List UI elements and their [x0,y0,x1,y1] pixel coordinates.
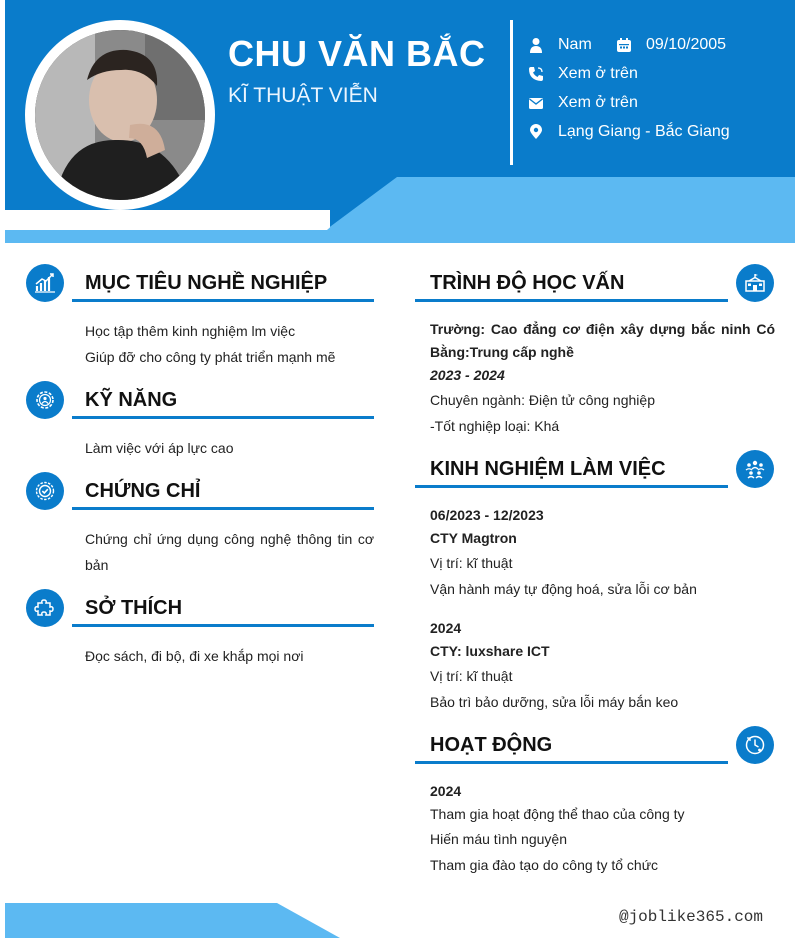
activity-item: Tham gia đào tạo do công ty tổ chức [430,857,659,873]
contact-address [528,123,730,141]
team-icon [736,450,774,488]
experience-title: KINH NGHIỆM LÀM VIỆC [430,458,666,480]
phone-value: Xem ở trên [558,65,638,82]
career-goal-title: MỤC TIÊU NGHỀ NGHIỆP [85,272,328,294]
job-description: Vận hành máy tự động hoá, sửa lỗi cơ bản [430,581,697,597]
education-underline [415,299,728,302]
job-position: Vị trí: kĩ thuật [430,668,513,684]
activity-item: Tham gia hoạt động thể thao của công ty [430,806,685,822]
header-white-strip [5,210,330,230]
certificate-item: Chứng chỉ ứng dụng công nghệ thông tin cơ bản [85,531,374,573]
job-position: Vị trí: kĩ thuật [430,555,513,571]
activities-title: HOẠT ĐỘNG [430,734,553,756]
activities-underline [415,761,728,764]
skills-underline [72,416,374,419]
footer-accent-band [5,903,340,938]
skill-item: Làm việc với áp lực cao [85,440,234,456]
education-title: TRÌNH ĐỘ HỌC VẤN [430,272,625,294]
job-company: CTY: luxshare ICT [430,643,550,659]
puzzle-icon [26,589,64,627]
gender-value: Nam [558,36,592,53]
hobbies-underline [72,624,374,627]
activities-year: 2024 [430,783,462,799]
experience-underline [415,485,728,488]
education-grade: -Tốt nghiệp loại: Khá [430,418,560,434]
address-value: Lạng Giang - Bắc Giang [558,123,730,140]
mail-icon [528,95,544,111]
avatar [35,30,205,200]
location-pin-icon [528,124,544,140]
education-period: 2023 - 2024 [430,367,505,383]
phone-icon [528,66,544,82]
clock-person-icon [736,726,774,764]
job-description: Bảo trì bảo dưỡng, sửa lỗi máy bắn keo [430,694,679,710]
gear-person-icon [26,381,64,419]
hobbies-title: SỞ THÍCH [85,597,183,619]
contact-email [528,94,638,112]
email-value: Xem ở trên [558,94,638,111]
education-major: Chuyên ngành: Điện tử công nghiệp [430,392,655,408]
education-school: Trường: Cao đẳng cơ điện xây dựng bắc ninh Có Bằng:Trung cấp nghề [430,321,775,360]
header-divider [510,20,513,165]
badge-check-icon [26,472,64,510]
job-company: CTY Magtron [430,530,517,546]
profile-role: KĨ THUẬT VIỄN [228,84,378,107]
skills-title: KỸ NĂNG [85,389,178,411]
school-building-icon [736,264,774,302]
person-icon [528,37,544,53]
career-goal-underline [72,299,374,302]
calendar-icon [616,37,632,53]
activity-item: Hiến máu tình nguyện [430,831,567,847]
career-goal-line: Học tập thêm kinh nghiệm lm việc [85,323,296,339]
certificates-title: CHỨNG CHỈ [85,480,201,502]
contact-gender [528,36,592,54]
hobby-item: Đọc sách, đi bộ, đi xe khắp mọi nơi [85,648,304,664]
career-goal-line: Giúp đỡ cho công ty phát triển mạnh mẽ [85,349,336,365]
contact-phone [528,65,638,83]
profile-name: CHU VĂN BẮC [228,33,486,74]
watermark: @joblike365.com [618,908,763,926]
job-period: 2024 [430,620,462,636]
job-period: 06/2023 - 12/2023 [430,507,544,523]
contact-birthdate [616,36,726,54]
growth-chart-icon [26,264,64,302]
certificates-underline [72,507,374,510]
birthdate-value: 09/10/2005 [646,36,727,53]
